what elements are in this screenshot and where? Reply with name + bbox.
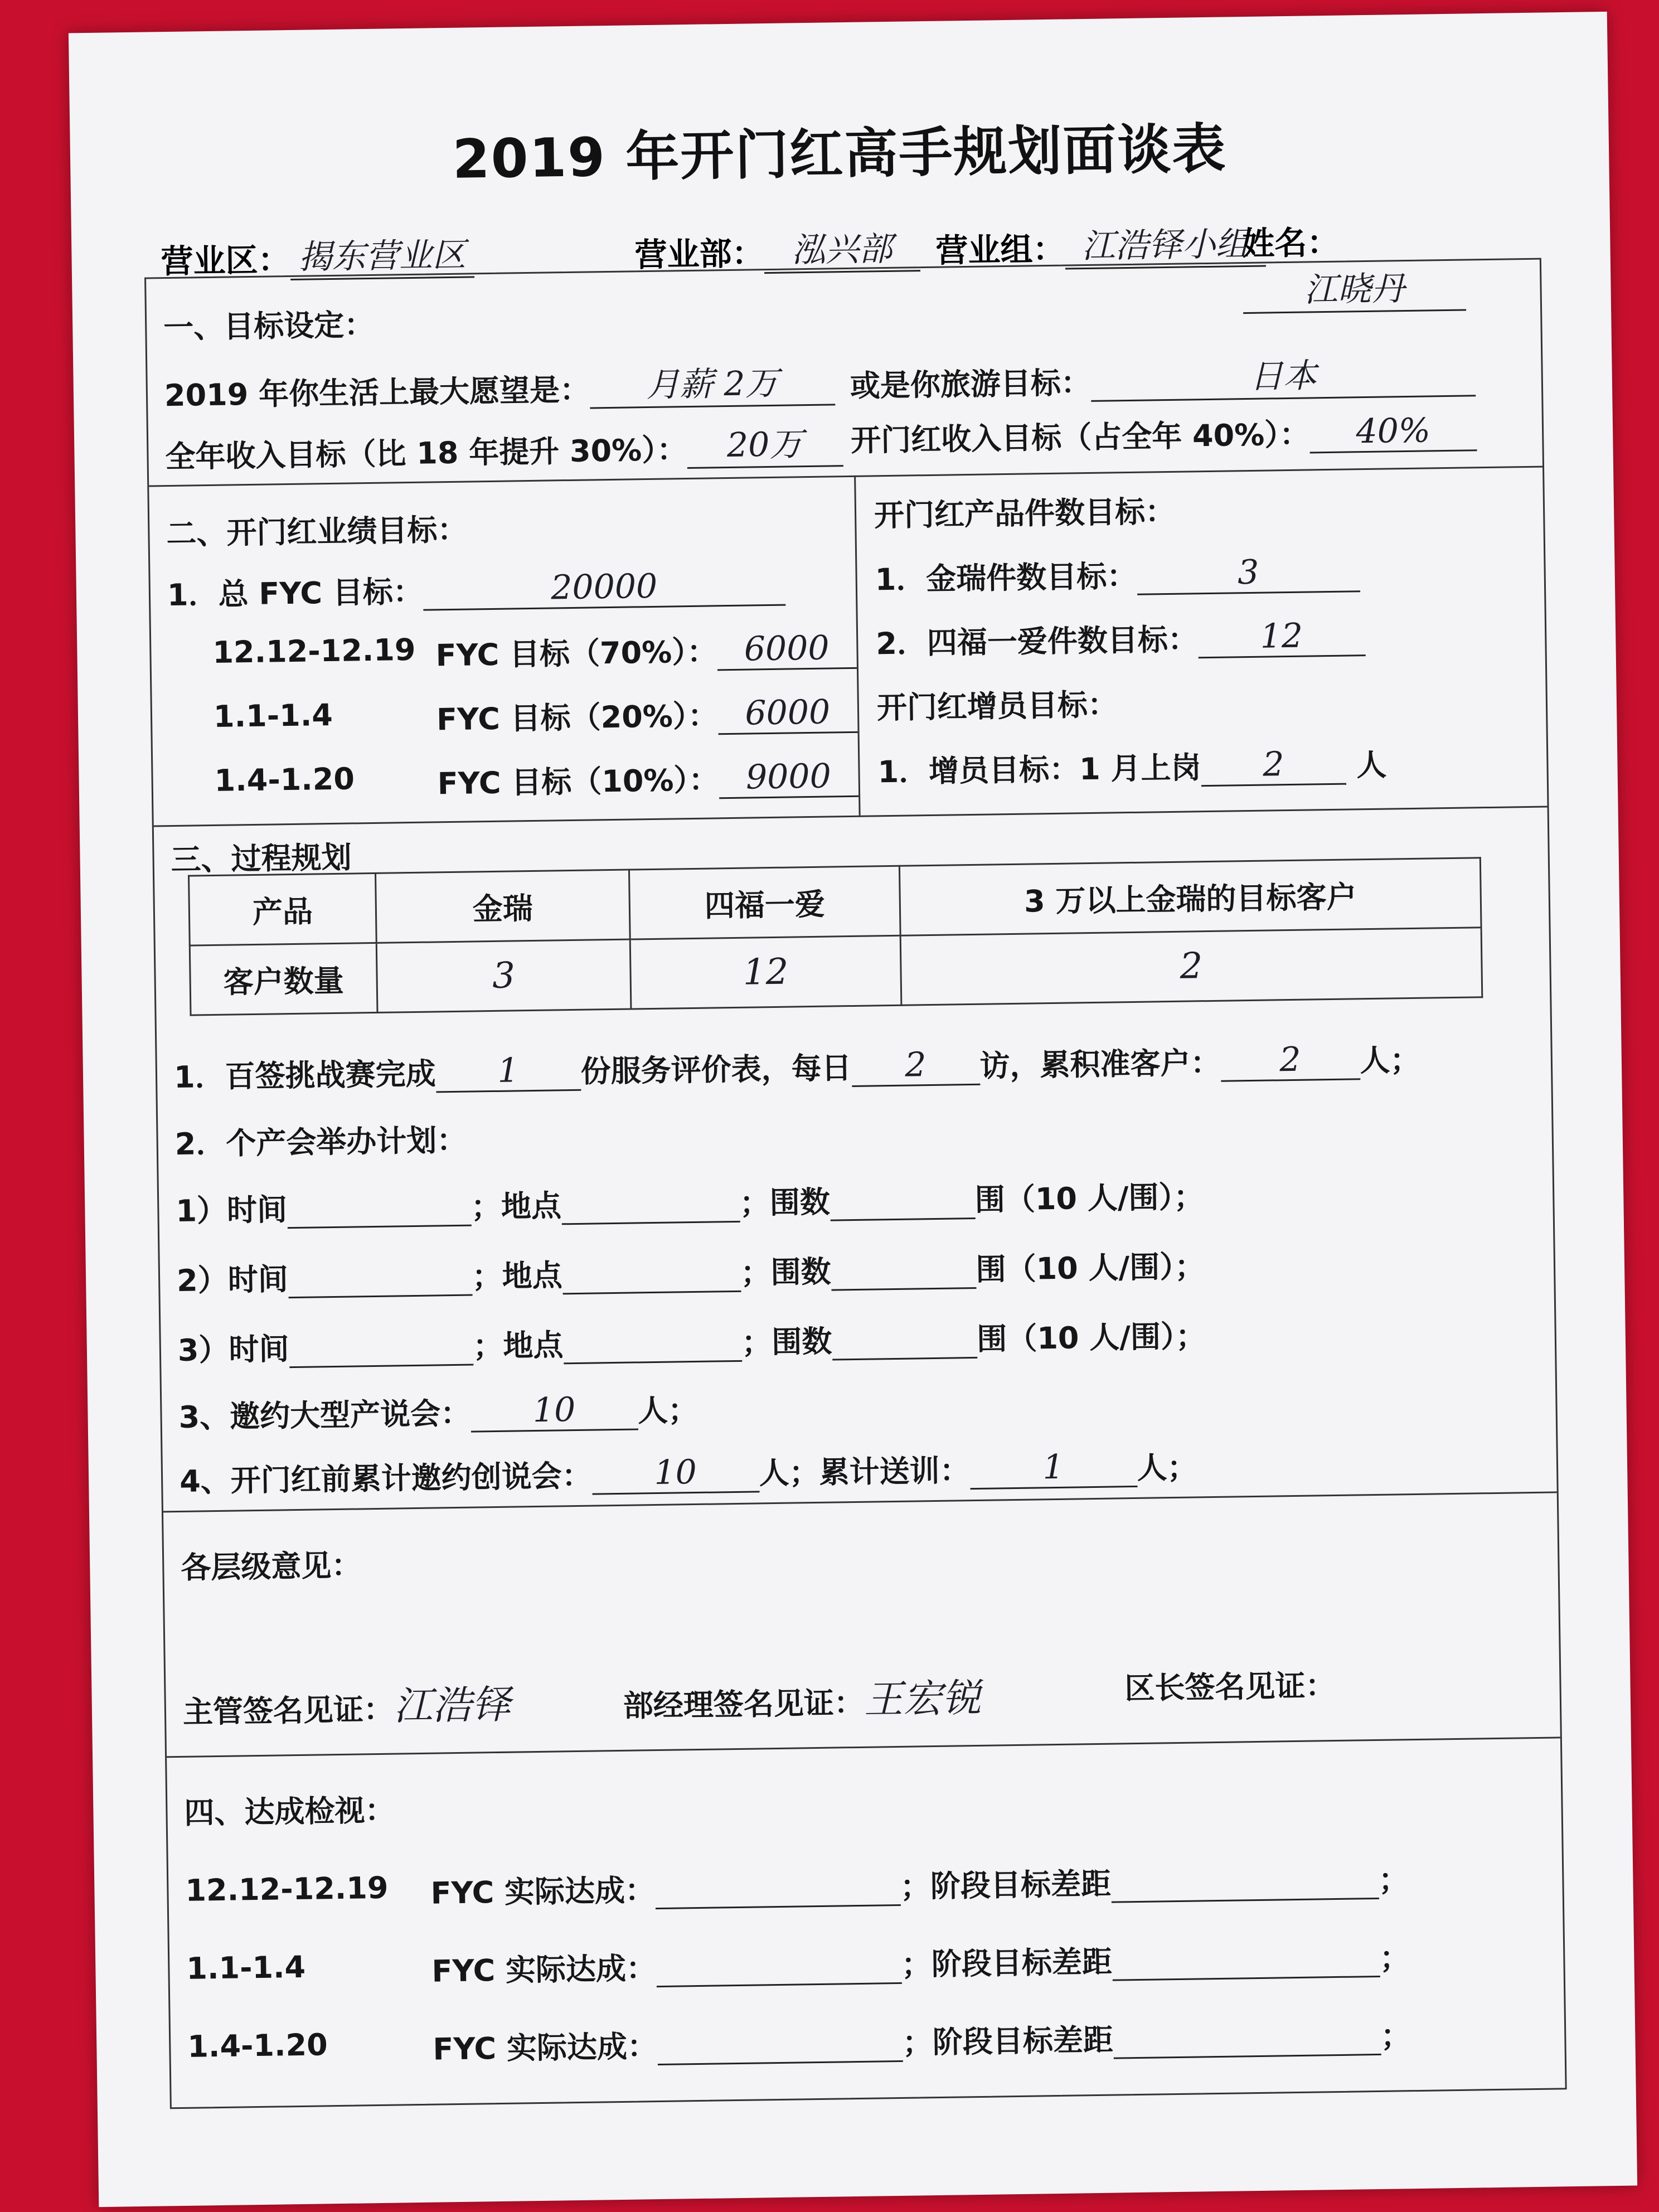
plan-2-place-label: ；地点	[472, 1258, 563, 1294]
table-header: 产品	[189, 873, 377, 945]
review-3-range: 1.4-1.20	[187, 2027, 328, 2064]
item1-text-b: 份服务评价表，每日	[580, 1050, 852, 1089]
review-2-actual-field[interactable]	[656, 1947, 902, 1987]
review-2-range: 1.1-1.4	[186, 1949, 306, 1986]
review-3-gap-field[interactable]	[1113, 2019, 1381, 2059]
item3-value[interactable]: 10	[532, 1390, 576, 1430]
recruit-unit: 人	[1356, 747, 1387, 783]
plan-3-place-field[interactable]	[563, 1325, 742, 1364]
dept-value[interactable]: 泓兴部	[792, 229, 892, 270]
item4-value-1[interactable]: 10	[653, 1452, 697, 1493]
section2-heading: 二、开门红业绩目标：	[166, 512, 468, 552]
form-body	[144, 258, 1567, 2109]
section-goals	[146, 260, 1542, 487]
recruit-value[interactable]: 2	[1262, 745, 1284, 784]
period-1-value[interactable]: 6000	[744, 628, 830, 669]
table-header: 四福一爱	[629, 866, 900, 939]
table-row-label: 客户数量	[190, 943, 377, 1015]
income-label: 全年收入目标（比 18 年提升 30%）：	[165, 432, 687, 475]
total-fyc-label: 1．总 FYC 目标：	[167, 574, 424, 613]
plan-3-time-field[interactable]	[289, 1329, 473, 1369]
item1-value-3[interactable]: 2	[1279, 1040, 1301, 1080]
item4-value-2[interactable]: 1	[1042, 1447, 1065, 1487]
plan-2-time-field[interactable]	[288, 1259, 472, 1299]
recruit-label: 1．增员目标：1 月上岗	[877, 750, 1201, 790]
supervisor-signature[interactable]: 江浩铎	[393, 1681, 511, 1729]
item1-text-d: 人；	[1360, 1042, 1420, 1079]
plan-3-time-label: 3）时间	[177, 1331, 289, 1368]
process-table	[188, 857, 1483, 1016]
review-3-gap-label: ；阶段目标差距	[902, 2022, 1114, 2060]
item1-text-a: 1．百签挑战赛完成	[173, 1056, 436, 1095]
plan-1-time-field[interactable]	[287, 1190, 472, 1229]
plan-1-place-field[interactable]	[561, 1186, 740, 1225]
item4-text-c: 人；	[1137, 1449, 1198, 1486]
plan-1-tables-field[interactable]	[830, 1182, 975, 1221]
group-value[interactable]: 江浩铎小组	[1081, 224, 1249, 266]
table-header: 金瑞	[376, 870, 630, 943]
period-3-label: FYC 目标（10%）：	[437, 762, 719, 802]
travel-value[interactable]: 日本	[1249, 356, 1317, 396]
area-label: 营业区：	[161, 240, 291, 281]
manager-sign-label: 部经理签名见证：	[623, 1685, 865, 1724]
kmh-income-value[interactable]: 40%	[1356, 411, 1431, 452]
income-value[interactable]: 20万	[726, 425, 803, 465]
review-1-actual-field[interactable]	[655, 1869, 901, 1909]
period-3-value[interactable]: 9000	[745, 756, 832, 797]
item1-value-1[interactable]: 1	[497, 1051, 520, 1090]
form-title: 2019 年开门红高手规划面谈表	[452, 117, 1228, 191]
section4-heading: 四、达成检视：	[184, 1792, 395, 1831]
review-1-range: 12.12-12.19	[185, 1870, 389, 1908]
review-3-end: ；	[1380, 2018, 1411, 2054]
opinions-heading: 各层级意见：	[180, 1548, 362, 1585]
section-process	[154, 806, 1557, 1513]
plan-2-unit: 围（10 人/围）；	[976, 1249, 1205, 1287]
plan-1-tables-label: ；围数	[739, 1184, 831, 1221]
recruit-heading: 开门红增员目标：	[876, 687, 1118, 726]
review-1-gap-label: ；阶段目标差距	[900, 1866, 1112, 1904]
product-heading: 开门红产品件数目标：	[874, 493, 1176, 533]
review-2-gap-field[interactable]	[1112, 1941, 1380, 1981]
jinrui-label: 1．金瑞件数目标：	[875, 558, 1137, 598]
period-2-value[interactable]: 6000	[744, 692, 831, 733]
section-opinions	[163, 1491, 1560, 1758]
period-1-label: FYC 目标（70%）：	[435, 634, 717, 673]
plan-1-time-label: 1）时间	[175, 1192, 288, 1229]
review-3-actual-field[interactable]	[657, 2025, 903, 2065]
item4-text-a: 4、开门红前累计邀约创说会：	[179, 1458, 593, 1499]
name-value[interactable]: 江晓丹	[1304, 269, 1405, 310]
section-review	[167, 1736, 1565, 2107]
kmh-income-label: 开门红收入目标（占全年 40%）：	[850, 416, 1310, 458]
group-label: 营业组：	[935, 230, 1065, 270]
sifu-value[interactable]: 12	[1260, 616, 1303, 656]
table-cell[interactable]: 3	[376, 939, 631, 1012]
plan-3-tables-label: ；围数	[741, 1323, 832, 1360]
period-2-range: 1.1-1.4	[213, 697, 333, 734]
section3-heading: 三、过程规划	[171, 840, 352, 878]
manager-signature[interactable]: 王宏锐	[864, 1675, 982, 1723]
review-2-label: FYC 实际达成：	[431, 1951, 657, 1989]
wish-value[interactable]: 月薪 2万	[646, 363, 779, 405]
item1-text-c: 访，累积准客户：	[979, 1045, 1221, 1084]
review-2-end: ；	[1379, 1940, 1410, 1976]
total-fyc-value[interactable]: 20000	[550, 566, 658, 608]
review-1-label: FYC 实际达成：	[430, 1873, 656, 1911]
plan-2-time-label: 2）时间	[176, 1262, 289, 1298]
dept-label: 营业部：	[634, 234, 765, 274]
plan-3-place-label: ；地点	[473, 1327, 564, 1364]
area-value[interactable]: 揭东营业区	[298, 235, 467, 277]
section-performance	[149, 466, 1547, 827]
period-2-label: FYC 目标（20%）：	[436, 698, 719, 738]
section1-heading: 一、目标设定：	[163, 307, 375, 346]
table-cell[interactable]: 12	[630, 935, 901, 1009]
plan-2-tables-field[interactable]	[831, 1252, 976, 1291]
table-cell[interactable]: 2	[900, 928, 1482, 1006]
plan-2-tables-label: ；围数	[740, 1254, 832, 1291]
period-1-range: 12.12-12.19	[212, 632, 416, 670]
jinrui-value[interactable]: 3	[1237, 552, 1259, 593]
plan-1-place-label: ；地点	[470, 1188, 562, 1225]
supervisor-sign-label: 主管签名见证：	[182, 1691, 394, 1730]
review-1-gap-field[interactable]	[1111, 1862, 1379, 1903]
sifu-label: 2．四福一爱件数目标：	[875, 622, 1199, 662]
item1-value-2[interactable]: 2	[904, 1045, 927, 1085]
plan-2-place-field[interactable]	[562, 1255, 741, 1294]
name-label: 姓名：	[1241, 223, 1340, 263]
wish-label: 2019 年你生活上最大愿望是：	[164, 372, 590, 414]
table-header: 3 万以上金瑞的目标客户	[899, 858, 1481, 936]
item3-text-a: 3、邀约大型产说会：	[178, 1395, 471, 1435]
review-1-end: ；	[1378, 1862, 1409, 1898]
plan-3-unit: 围（10 人/围）；	[976, 1318, 1206, 1357]
review-3-label: FYC 实际达成：	[433, 2029, 658, 2067]
period-3-range: 1.4-1.20	[214, 761, 355, 798]
chief-sign-label: 区长签名见证：	[1124, 1668, 1336, 1706]
item3-text-b: 人；	[637, 1392, 698, 1429]
plan-3-tables-field[interactable]	[832, 1322, 977, 1361]
form-sheet	[69, 12, 1637, 2207]
item2-heading: 2．个产会举办计划：	[174, 1122, 467, 1162]
travel-label: 或是你旅游目标：	[850, 365, 1092, 404]
plan-1-unit: 围（10 人/围）；	[974, 1179, 1204, 1217]
item4-text-b: 人；累计送训：	[759, 1453, 971, 1491]
review-2-gap-label: ；阶段目标差距	[901, 1944, 1113, 1982]
